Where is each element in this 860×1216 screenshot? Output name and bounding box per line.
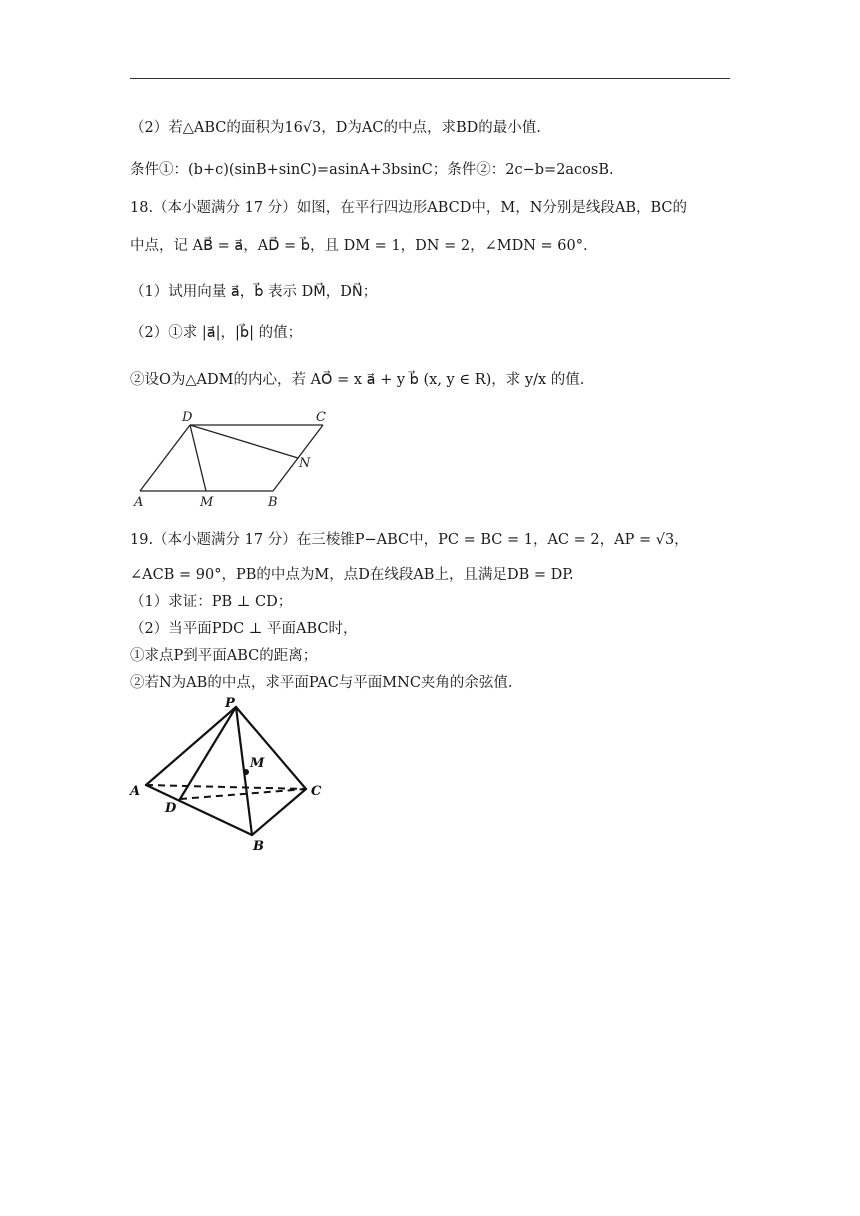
label-M: M xyxy=(200,495,214,510)
edge-BC xyxy=(252,789,306,835)
label-N: N xyxy=(299,456,311,471)
label-A: A xyxy=(134,495,144,510)
label-A: A xyxy=(130,784,141,799)
q18-part2: （2）①求 |a⃗|，|b⃗| 的值； xyxy=(130,325,303,341)
parallelogram-figure xyxy=(128,405,338,510)
q19-part2b: ②若N为AB的中点，求平面PAC与平面MNC夹角的余弦值. xyxy=(130,675,513,691)
header-rule xyxy=(130,78,730,79)
label-M: M xyxy=(250,756,265,771)
edge-AC-hidden xyxy=(146,785,306,789)
tetrahedron-figure xyxy=(128,695,328,855)
q17-conditions: 条件①：(b+c)(sinB+sinC)=asinA+3bsinC；条件②：2c−b=2acosB. xyxy=(130,162,614,178)
q19-part2a: ①求点P到平面ABC的距离； xyxy=(130,648,318,664)
label-C: C xyxy=(311,784,322,799)
q19-stem-line1: 19.（本小题满分 17 分）在三棱锥P−ABC中，PC = BC = 1，AC = 2，AP = √3， xyxy=(130,532,689,548)
q19-part1: （1）求证：PB ⊥ CD； xyxy=(130,594,293,610)
label-D: D xyxy=(165,801,177,816)
segment-DC-hidden xyxy=(180,789,306,799)
q18-stem-line1: 18.（本小题满分 17 分）如图，在平行四边形ABCD中，M，N分别是线段AB，BC的 xyxy=(130,200,688,216)
q18-stem-line2: 中点，记 AB⃗ = a⃗，AD⃗ = b⃗，且 DM = 1，DN = 2，∠MDN = 60°. xyxy=(130,238,588,254)
label-B: B xyxy=(253,839,264,854)
label-B: B xyxy=(268,495,278,510)
label-P: P xyxy=(225,696,235,711)
point-M xyxy=(243,769,249,775)
q17-part2: （2）若△ABC的面积为16√3，D为AC的中点，求BD的最小值. xyxy=(130,120,541,136)
q18-part1: （1）试用向量 a⃗，b⃗ 表示 DM⃗，DN⃗； xyxy=(130,284,378,300)
edge-AB xyxy=(146,785,252,835)
edge-PA xyxy=(146,707,236,785)
q18-part2b: ②设O为△ADM的内心，若 AO⃗ = x a⃗ + y b⃗ (x, y ∈ R)，求 y/x 的值. xyxy=(130,372,585,388)
q19-stem-line2: ∠ACB = 90°，PB的中点为M，点D在线段AB上，且满足DB = DP. xyxy=(130,567,574,583)
label-D: D xyxy=(182,410,193,425)
segment-DM xyxy=(190,425,206,491)
edge-DA xyxy=(140,425,190,491)
q19-part2: （2）当平面PDC ⊥ 平面ABC时， xyxy=(130,621,358,637)
edge-PC xyxy=(236,707,306,789)
label-C: C xyxy=(316,410,326,425)
segment-DN xyxy=(190,425,298,458)
